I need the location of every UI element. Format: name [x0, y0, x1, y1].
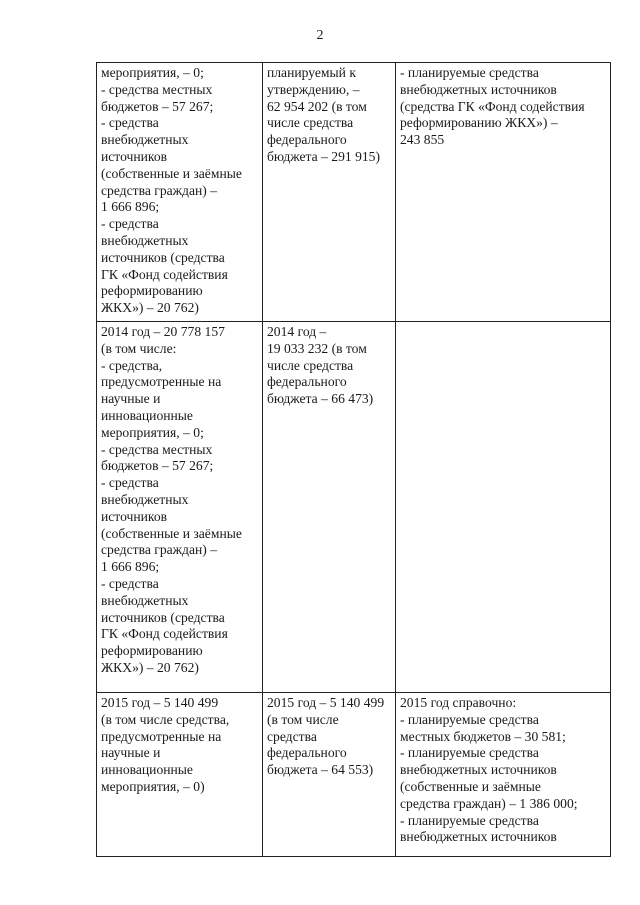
cell-text-line: научные и [101, 745, 161, 761]
cell-text-line: - средства [101, 475, 159, 491]
cell-text-line: числе средства [267, 115, 354, 131]
cell-text-line: ГК «Фонд содействия [101, 266, 228, 282]
cell-text-line: источников (средства [101, 249, 225, 265]
cell-text-line: 1 666 896; [101, 559, 160, 575]
table-cell-federal [263, 63, 396, 322]
table-cell-federal [263, 693, 396, 857]
cell-text-line: ГК «Фонд содействия [101, 626, 228, 642]
cell-text-line: внебюджетных [101, 592, 189, 608]
cell-text-line: источников [101, 508, 168, 524]
cell-text-line: федерального [267, 374, 347, 390]
cell-text-line: внебюджетных источников [400, 829, 557, 845]
cell-text-line: средства граждан) – [101, 182, 217, 198]
cell-text-line: (средства ГК «Фонд содействия [400, 98, 585, 114]
table-row [97, 693, 611, 857]
cell-text-line: федерального [267, 745, 347, 761]
table-cell-reference [396, 322, 611, 693]
cell-text-line: внебюджетных [101, 132, 189, 148]
cell-text-line: (в том числе: [101, 340, 177, 356]
cell-text-line: инновационные [101, 407, 193, 423]
cell-text-line: (в том числе средства, [101, 711, 230, 727]
funding-table [96, 62, 611, 857]
cell-text-line: бюджета – 64 553) [267, 762, 374, 778]
funding-table-body [97, 63, 611, 857]
cell-text-line: средства граждан) – [101, 542, 217, 558]
cell-text-line: ЖКХ») – 20 762) [101, 300, 199, 316]
table-cell-total [97, 63, 263, 322]
cell-text-line: внебюджетных источников [400, 762, 557, 778]
cell-text-line: внебюджетных [101, 491, 189, 507]
cell-text-line: числе средства [267, 357, 354, 373]
table-cell-reference [396, 693, 611, 857]
cell-text-line: - планируемые средства [400, 745, 539, 761]
cell-text-line: - планируемые средства [400, 812, 539, 828]
cell-text-line: бюджетов – 57 267; [101, 458, 214, 474]
cell-text-line: бюджета – 66 473) [267, 391, 374, 407]
cell-text-line: - планируемые средства [400, 711, 539, 727]
cell-text-line: планируемый к [267, 65, 356, 80]
cell-text-line: - средства [101, 575, 159, 591]
cell-text-line: 2014 год – 20 778 157 [101, 324, 225, 339]
cell-text-line: (собственные и заёмные [101, 525, 242, 541]
cell-text-line: - средства местных [101, 441, 213, 457]
cell-text-line: реформированию [101, 643, 203, 659]
cell-text-line: 2014 год – [267, 324, 327, 339]
cell-text-line: (в том числе [267, 711, 339, 727]
cell-text-line: местных бюджетов – 30 581; [400, 728, 566, 744]
cell-text-line: (собственные и заёмные [400, 778, 541, 794]
cell-text-line: источников (средства [101, 609, 225, 625]
cell-text-line: внебюджетных источников [400, 81, 557, 97]
cell-text-line: - средства [101, 115, 159, 131]
table-cell-total [97, 322, 263, 693]
cell-text-line: - планируемые средства [400, 65, 539, 80]
page-number: 2 [316, 28, 324, 43]
cell-text-line: 2015 год справочно: [400, 695, 517, 710]
cell-text-line: средства граждан) – 1 386 000; [400, 795, 578, 811]
cell-text-line: бюджета – 291 915) [267, 148, 380, 164]
table-cell-reference [396, 63, 611, 322]
cell-text-line: - средства местных [101, 81, 213, 97]
cell-text-line: реформированию [101, 283, 203, 299]
cell-text-line: утверждению, – [267, 81, 360, 97]
cell-text-line: инновационные [101, 762, 193, 778]
cell-text-line: 19 033 232 (в том [267, 340, 367, 356]
table-row [97, 63, 611, 322]
cell-text-line: реформированию ЖКХ») – [400, 115, 558, 131]
cell-text-line: бюджетов – 57 267; [101, 98, 214, 114]
cell-text-line: федерального [267, 132, 347, 148]
cell-text-line: ЖКХ») – 20 762) [101, 659, 199, 675]
table-row [97, 322, 611, 693]
table-cell-federal [263, 322, 396, 693]
table-cell-total [97, 693, 263, 857]
cell-text-line: средства [267, 728, 317, 744]
cell-text-line: мероприятия, – 0; [101, 65, 204, 80]
cell-text-line: 2015 год – 5 140 499 [267, 695, 385, 710]
cell-text-line: 62 954 202 (в том [267, 98, 367, 114]
cell-text-line: - средства [101, 216, 159, 232]
cell-text-line: (собственные и заёмные [101, 165, 242, 181]
cell-text-line: 1 666 896; [101, 199, 160, 215]
cell-text-line: мероприятия, – 0) [101, 778, 205, 794]
cell-text-line: предусмотренные на [101, 728, 222, 744]
cell-text-line: 243 855 [400, 132, 445, 148]
cell-text-line: источников [101, 148, 168, 164]
cell-text-line: 2015 год – 5 140 499 [101, 695, 219, 710]
cell-text-line: - средства, [101, 357, 163, 373]
cell-text-line: мероприятия, – 0; [101, 424, 204, 440]
cell-text-line: внебюджетных [101, 232, 189, 248]
cell-text-line: научные и [101, 391, 161, 407]
cell-text-line: предусмотренные на [101, 374, 222, 390]
